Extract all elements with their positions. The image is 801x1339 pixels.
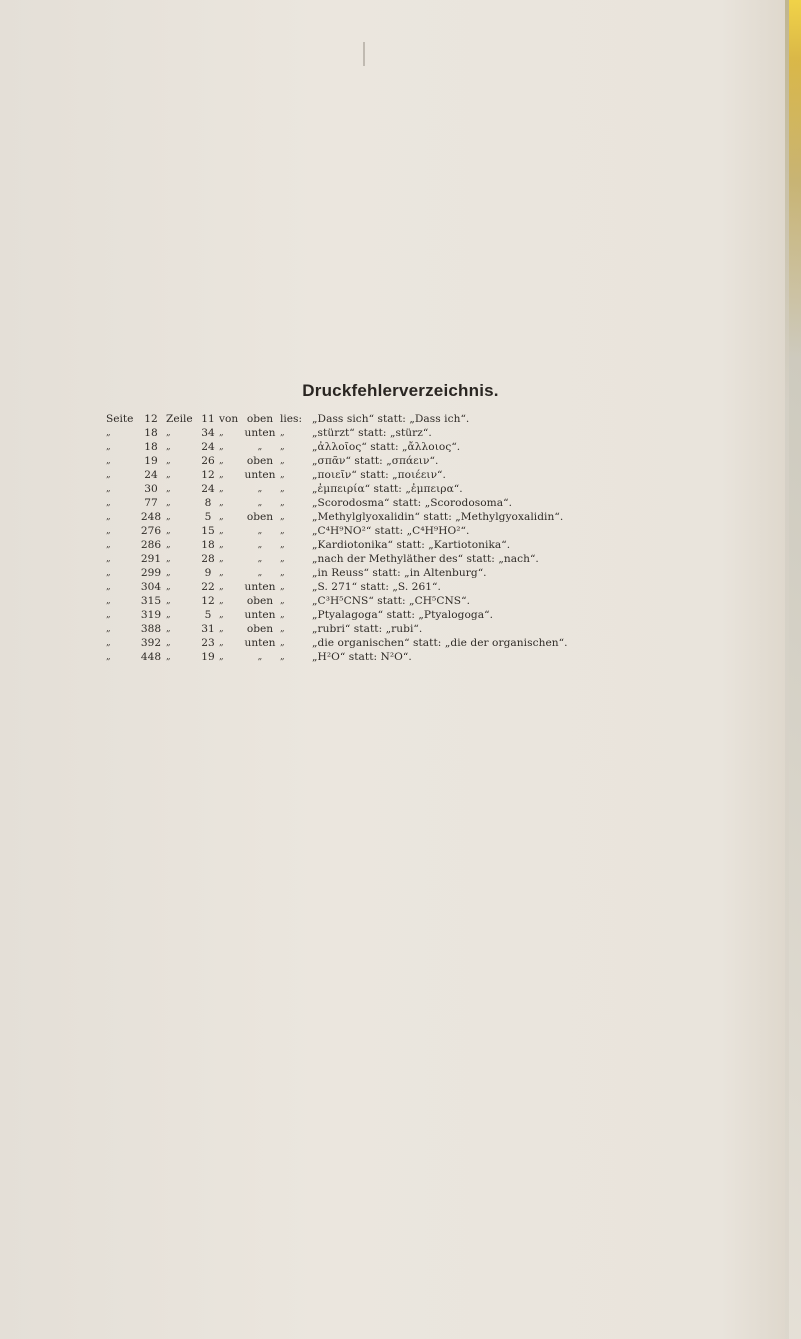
- from-label: „: [219, 456, 224, 466]
- read-label: lies:: [280, 413, 303, 425]
- errata-row: [106, 412, 568, 426]
- line-label: „: [166, 428, 171, 438]
- page-number: 12: [144, 413, 158, 425]
- read-label: „: [280, 442, 285, 452]
- page-label: „: [106, 456, 111, 466]
- line-label: „: [166, 512, 171, 522]
- correction-text: „H²O“ statt: N²O“.: [312, 651, 412, 663]
- position: oben: [246, 511, 274, 523]
- from-label: von: [219, 413, 239, 425]
- line-label: „: [166, 610, 171, 620]
- page-label: „: [106, 498, 111, 508]
- from-label: „: [219, 484, 224, 494]
- errata-row: [106, 650, 568, 664]
- position: „: [257, 526, 263, 536]
- errata-row: [106, 524, 568, 538]
- from-label: „: [219, 470, 224, 480]
- errata-row: [106, 454, 568, 468]
- position: unten: [244, 637, 276, 649]
- page-label: Seite: [106, 413, 134, 425]
- line-number: 5: [204, 511, 212, 523]
- page-number: 319: [140, 609, 162, 621]
- errata-row: [106, 468, 568, 482]
- position: „: [257, 498, 263, 508]
- from-label: „: [219, 610, 224, 620]
- position: „: [257, 568, 263, 578]
- page-label: „: [106, 540, 111, 550]
- line-number: 11: [201, 413, 215, 425]
- line-number: 15: [201, 525, 215, 537]
- errata-body: [106, 412, 568, 664]
- line-label: „: [166, 498, 171, 508]
- from-label: „: [219, 582, 224, 592]
- read-label: „: [280, 582, 285, 592]
- line-label: „: [166, 652, 171, 662]
- page-number: 388: [140, 623, 162, 635]
- errata-row: [106, 538, 568, 552]
- correction-text: „ποιεῖν“ statt: „ποιέειν“.: [312, 469, 446, 481]
- page-label: „: [106, 610, 111, 620]
- page-number: 315: [140, 595, 162, 607]
- line-number: 24: [201, 441, 215, 453]
- page-number: 276: [140, 525, 162, 537]
- read-label: „: [280, 652, 285, 662]
- line-label: „: [166, 582, 171, 592]
- errata-row: [106, 566, 568, 580]
- page-title: Druckfehlerverzeichnis.: [302, 381, 499, 400]
- from-label: „: [219, 498, 224, 508]
- page-label: „: [106, 638, 111, 648]
- page-number: 286: [140, 539, 162, 551]
- page-label: „: [106, 624, 111, 634]
- read-label: „: [280, 456, 285, 466]
- position: „: [257, 652, 263, 662]
- line-number: 18: [201, 539, 215, 551]
- correction-text: „C³H⁵CNS“ statt: „CH⁵CNS“.: [312, 595, 470, 607]
- read-label: „: [280, 526, 285, 536]
- read-label: „: [280, 498, 285, 508]
- page-label: „: [106, 526, 111, 536]
- line-number: 12: [201, 595, 215, 607]
- position: unten: [244, 609, 276, 621]
- correction-text: „rubri“ statt: „rubi“.: [312, 623, 423, 635]
- page-label: „: [106, 568, 111, 578]
- page-number: 30: [144, 483, 158, 495]
- read-label: „: [280, 428, 285, 438]
- page-number: 19: [144, 455, 158, 467]
- position: unten: [244, 469, 276, 481]
- line-number: 26: [201, 455, 215, 467]
- position: oben: [246, 413, 274, 425]
- read-label: „: [280, 484, 285, 494]
- line-label: „: [166, 554, 171, 564]
- line-label: Zeile: [166, 413, 193, 425]
- correction-text: „ἐμπειρία“ statt: „ἐμπειρα“.: [312, 483, 463, 495]
- page-number: 77: [144, 497, 158, 509]
- correction-text: „Dass sich“ statt: „Dass ich“.: [312, 413, 470, 425]
- from-label: „: [219, 624, 224, 634]
- correction-text: „in Reuss“ statt: „in Altenburg“.: [312, 567, 487, 579]
- line-label: „: [166, 442, 171, 452]
- from-label: „: [219, 596, 224, 606]
- line-label: „: [166, 596, 171, 606]
- errata-row: [106, 496, 568, 510]
- read-label: „: [280, 540, 285, 550]
- errata-row: [106, 510, 568, 524]
- from-label: „: [219, 428, 224, 438]
- line-number: 19: [201, 651, 215, 663]
- from-label: „: [219, 652, 224, 662]
- position: oben: [246, 455, 274, 467]
- line-number: 5: [204, 609, 212, 621]
- read-label: „: [280, 638, 285, 648]
- position: „: [257, 442, 263, 452]
- errata-row: [106, 552, 568, 566]
- line-number: 24: [201, 483, 215, 495]
- from-label: „: [219, 568, 224, 578]
- page-label: „: [106, 484, 111, 494]
- line-number: 22: [201, 581, 215, 593]
- line-label: „: [166, 470, 171, 480]
- correction-text: „Ptyalagoga“ statt: „Ptyalogoga“.: [312, 609, 494, 621]
- correction-text: „σπᾶν“ statt: „σπάειν“.: [312, 455, 439, 467]
- line-label: „: [166, 484, 171, 494]
- errata-row: [106, 440, 568, 454]
- errata-row: [106, 622, 568, 636]
- errata-row: [106, 426, 568, 440]
- from-label: „: [219, 526, 224, 536]
- errata-row: [106, 580, 568, 594]
- errata-row: [106, 608, 568, 622]
- page-number: 304: [140, 581, 162, 593]
- correction-text: „die organischen“ statt: „die der organischen“.: [312, 637, 568, 649]
- page-label: „: [106, 554, 111, 564]
- from-label: „: [219, 512, 224, 522]
- from-label: „: [219, 540, 224, 550]
- page-number: 299: [140, 567, 162, 579]
- position: „: [257, 540, 263, 550]
- line-label: „: [166, 638, 171, 648]
- errata-row: [106, 594, 568, 608]
- page-number: 248: [140, 511, 162, 523]
- read-label: „: [280, 568, 285, 578]
- page-label: „: [106, 428, 111, 438]
- errata-row: [106, 482, 568, 496]
- line-number: 23: [201, 637, 215, 649]
- line-number: 8: [204, 497, 212, 509]
- read-label: „: [280, 554, 285, 564]
- page-number: 448: [140, 651, 162, 663]
- page-number: 24: [144, 469, 158, 481]
- page-number: 18: [144, 427, 158, 439]
- line-label: „: [166, 526, 171, 536]
- read-label: „: [280, 470, 285, 480]
- correction-text: „Methylglyoxalidin“ statt: „Methylgyoxalidin“.: [312, 511, 564, 523]
- position: „: [257, 484, 263, 494]
- line-number: 12: [201, 469, 215, 481]
- errata-row: [106, 636, 568, 650]
- paper-mark: [363, 42, 365, 66]
- page-label: „: [106, 442, 111, 452]
- from-label: „: [219, 638, 224, 648]
- page-number: 392: [140, 637, 162, 649]
- line-number: 9: [204, 567, 212, 579]
- line-number: 31: [201, 623, 215, 635]
- line-label: „: [166, 624, 171, 634]
- correction-text: „C⁴H⁹NO²“ statt: „C⁴H⁹HO²“.: [312, 525, 470, 537]
- correction-text: „S. 271“ statt: „S. 261“.: [312, 581, 441, 593]
- line-number: 34: [201, 427, 215, 439]
- correction-text: „stürzt“ statt: „stürz“.: [312, 427, 432, 439]
- line-label: „: [166, 456, 171, 466]
- position: unten: [244, 581, 276, 593]
- line-label: „: [166, 568, 171, 578]
- from-label: „: [219, 554, 224, 564]
- page-label: „: [106, 596, 111, 606]
- correction-text: „Kardiotonika“ statt: „Kartiotonika“.: [312, 539, 511, 551]
- page-label: „: [106, 512, 111, 522]
- read-label: „: [280, 624, 285, 634]
- errata-table: [106, 412, 568, 664]
- page-label: „: [106, 652, 111, 662]
- correction-text: „ἀλλοῖος“ statt: „ἄλλοιος“.: [312, 441, 461, 453]
- read-label: „: [280, 512, 285, 522]
- correction-text: „nach der Methyläther des“ statt: „nach“.: [312, 553, 539, 565]
- from-label: „: [219, 442, 224, 452]
- position: oben: [246, 595, 274, 607]
- position: „: [257, 554, 263, 564]
- read-label: „: [280, 610, 285, 620]
- page-edge: [789, 0, 801, 1339]
- correction-text: „Scorodosma“ statt: „Scorodosoma“.: [312, 497, 513, 509]
- read-label: „: [280, 596, 285, 606]
- line-label: „: [166, 540, 171, 550]
- page-number: 291: [140, 553, 162, 565]
- line-number: 28: [201, 553, 215, 565]
- page-label: „: [106, 582, 111, 592]
- page-label: „: [106, 470, 111, 480]
- position: oben: [246, 623, 274, 635]
- page-number: 18: [144, 441, 158, 453]
- position: unten: [244, 427, 276, 439]
